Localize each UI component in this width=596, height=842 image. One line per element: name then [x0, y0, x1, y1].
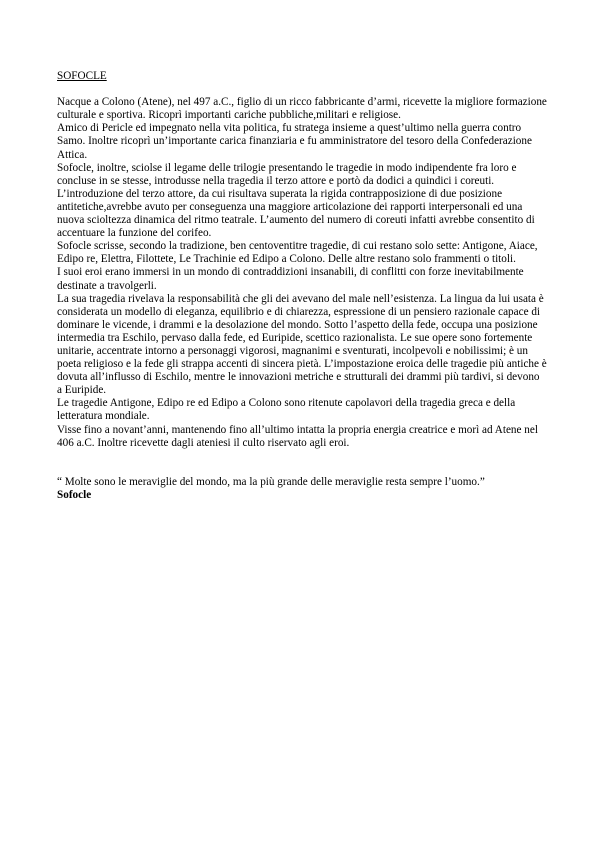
document-body: [57, 70, 547, 502]
document-title: SOFOCLE: [57, 70, 107, 82]
quote-text: “ Molte sono le meraviglie del mondo, ma la più grande delle meraviglie resta sempre l’uomo.”: [57, 475, 485, 488]
paragraph-works: Sofocle scrisse, secondo la tradizione, ben centoventitre tragedie, di cui restano solo sette: Antigone, Aiace, Edipo re, Elettra, Filottete, Le Trachinie ed Edipo a Colono. Delle altre restano solo frammenti o titoli.: [57, 240, 538, 266]
paragraph-innovations: Sofocle, inoltre, sciolse il legame delle trilogie presentando le tragedie in modo indipendente fra loro e concluse in se stesse, introdusse nella tragedia il terzo attore e portò da dodici a quindici i coreuti. L’introduzione del terzo attore, da cui risultava superata la rigida contrapposizione di due posizione antitetiche,avrebbe avuto per conseguenza una maggiore articolazione dei rapporti interpersonali ed una nuova scioltezza dinamica del ritmo teatrale. L’aumento del numero di coreuti infatti avrebbe consentito di accentuare la funzione del corifeo.: [57, 161, 535, 240]
paragraph-style: La sua tragedia rivelava la responsabilità che gli dei avevano del male nell’esistenza. La lingua da lui usata è considerata un modello di eleganza, equilibrio e di chiarezza, espressione di un pensiero razionale capace di dominare le vicende, i drammi e la desolazione del mondo. Sotto l’aspetto della fede, occupa una posizione intermedia tra Eschilo, pervaso dalla fede, ed Euripide, scettico razionalista. Le sue opere sono fortemente unitarie, accentrate intorno a personaggi vigorosi, magnanimi e sventurati, incolpevoli e nobilissimi; è un poeta religioso e la fede gli strappa accenti di sincera pietà. L’impostazione eroica delle tragedie più antiche è dovuta all’influsso di Eschilo, mentre le innovazioni metriche e strutturali dei drammi più tardivi, si devono a Euripide.: [57, 292, 547, 397]
spacer: [57, 450, 547, 476]
quote-author: Sofocle: [57, 489, 92, 501]
paragraph-death: Visse fino a novant’anni, mantenendo fino all’ultimo intatta la propria energia creatrice e morì ad Atene nel 406 a.C. Inoltre ricevette dagli ateniesi il culto riservato agli eroi.: [57, 423, 538, 449]
paragraph-birth: Nacque a Colono (Atene), nel 497 a.C., figlio di un ricco fabbricante d’armi, ricevette la migliore formazione culturale e sportiva. Ricoprì importanti cariche pubbliche,militari e religiose.: [57, 96, 547, 122]
paragraph-masterpieces: Le tragedie Antigone, Edipo re ed Edipo a Colono sono ritenute capolavori della tragedia greca e della letteratura mondiale.: [57, 397, 516, 423]
paragraph-heroes: I suoi eroi erano immersi in un mondo di contraddizioni insanabili, di conflitti con forze inevitabilmente destinate a travolgerli.: [57, 266, 524, 292]
paragraph-politics: Amico di Pericle ed impegnato nella vita politica, fu stratega insieme a quest’ultimo nella guerra contro Samo. Inoltre ricoprì un’importante carica finanziaria e fu amministratore del tesoro della Confederazione Attica.: [57, 122, 532, 161]
